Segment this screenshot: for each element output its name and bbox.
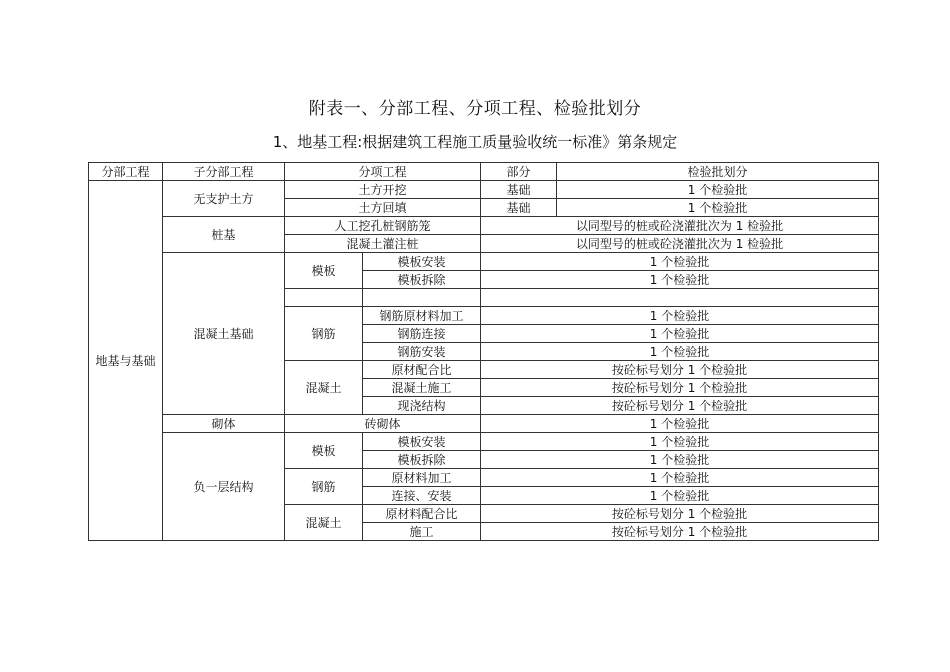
group-cell: 模板 (285, 253, 363, 289)
subdivision-cell: 混凝土基础 (163, 253, 285, 415)
batch-cell: 1 个检验批 (481, 433, 879, 451)
subdivision-cell: 桩基 (163, 217, 285, 253)
subdivision-cell: 砌体 (163, 415, 285, 433)
item-cell: 模板拆除 (363, 451, 481, 469)
batch-cell: 1 个检验批 (481, 469, 879, 487)
batch-cell: 1 个检验批 (557, 181, 879, 199)
table-header-row (89, 163, 879, 181)
item-cell: 人工挖孔桩钢筋笼 (285, 217, 481, 235)
item-cell: 施工 (363, 523, 481, 541)
batch-cell: 1 个检验批 (481, 487, 879, 505)
item-cell: 连接、安装 (363, 487, 481, 505)
item-cell: 钢筋安装 (363, 343, 481, 361)
table-row (89, 433, 879, 451)
batch-cell: 按砼标号划分 1 个检验批 (481, 361, 879, 379)
item-cell: 模板安装 (363, 433, 481, 451)
batch-cell: 1 个检验批 (481, 253, 879, 271)
division-cell: 地基与基础 (89, 181, 163, 541)
table-row (89, 415, 879, 433)
group-cell: 模板 (285, 433, 363, 469)
group-cell: 钢筋 (285, 469, 363, 505)
batch-cell: 1 个检验批 (481, 451, 879, 469)
inspection-batch-table (88, 162, 879, 541)
item-cell: 钢筋连接 (363, 325, 481, 343)
empty-cell (481, 289, 879, 307)
batch-cell: 以同型号的桩或砼浇灌批次为 1 检验批 (481, 217, 879, 235)
group-cell: 混凝土 (285, 361, 363, 415)
item-cell: 钢筋原材料加工 (363, 307, 481, 325)
part-cell: 基础 (481, 181, 557, 199)
batch-cell: 1 个检验批 (481, 343, 879, 361)
batch-cell: 按砼标号划分 1 个检验批 (481, 379, 879, 397)
document-title: 附表一、分部工程、分项工程、检验批划分 (308, 99, 642, 119)
subdivision-cell: 负一层结构 (163, 433, 285, 541)
header-part: 部分 (481, 163, 557, 181)
item-cell: 混凝土施工 (363, 379, 481, 397)
batch-cell: 1 个检验批 (481, 415, 879, 433)
item-cell: 模板拆除 (363, 271, 481, 289)
empty-cell (285, 289, 363, 307)
item-cell: 土方回填 (285, 199, 481, 217)
group-cell: 钢筋 (285, 307, 363, 361)
batch-cell: 1 个检验批 (557, 199, 879, 217)
batch-cell: 1 个检验批 (481, 325, 879, 343)
header-division: 分部工程 (89, 163, 163, 181)
item-cell: 模板安装 (363, 253, 481, 271)
table-row (89, 253, 879, 271)
table-row (89, 181, 879, 199)
batch-cell: 按砼标号划分 1 个检验批 (481, 523, 879, 541)
item-cell: 砖砌体 (285, 415, 481, 433)
batch-cell: 按砼标号划分 1 个检验批 (481, 397, 879, 415)
group-cell: 混凝土 (285, 505, 363, 541)
table-row (89, 217, 879, 235)
item-cell: 原材配合比 (363, 361, 481, 379)
batch-cell: 1 个检验批 (481, 271, 879, 289)
section-heading: 1、地基工程:根据建筑工程施工质量验收统一标准》第条规定 (272, 133, 678, 151)
item-cell: 原材料配合比 (363, 505, 481, 523)
subdivision-cell: 无支护土方 (163, 181, 285, 217)
header-subdivision: 子分部工程 (163, 163, 285, 181)
batch-cell: 以同型号的桩或砼浇灌批次为 1 检验批 (481, 235, 879, 253)
batch-cell: 按砼标号划分 1 个检验批 (481, 505, 879, 523)
empty-cell (363, 289, 481, 307)
item-cell: 混凝土灌注桩 (285, 235, 481, 253)
header-item: 分项工程 (285, 163, 481, 181)
item-cell: 土方开挖 (285, 181, 481, 199)
batch-cell: 1 个检验批 (481, 307, 879, 325)
part-cell: 基础 (481, 199, 557, 217)
header-batch: 检验批划分 (557, 163, 879, 181)
item-cell: 现浇结构 (363, 397, 481, 415)
item-cell: 原材料加工 (363, 469, 481, 487)
